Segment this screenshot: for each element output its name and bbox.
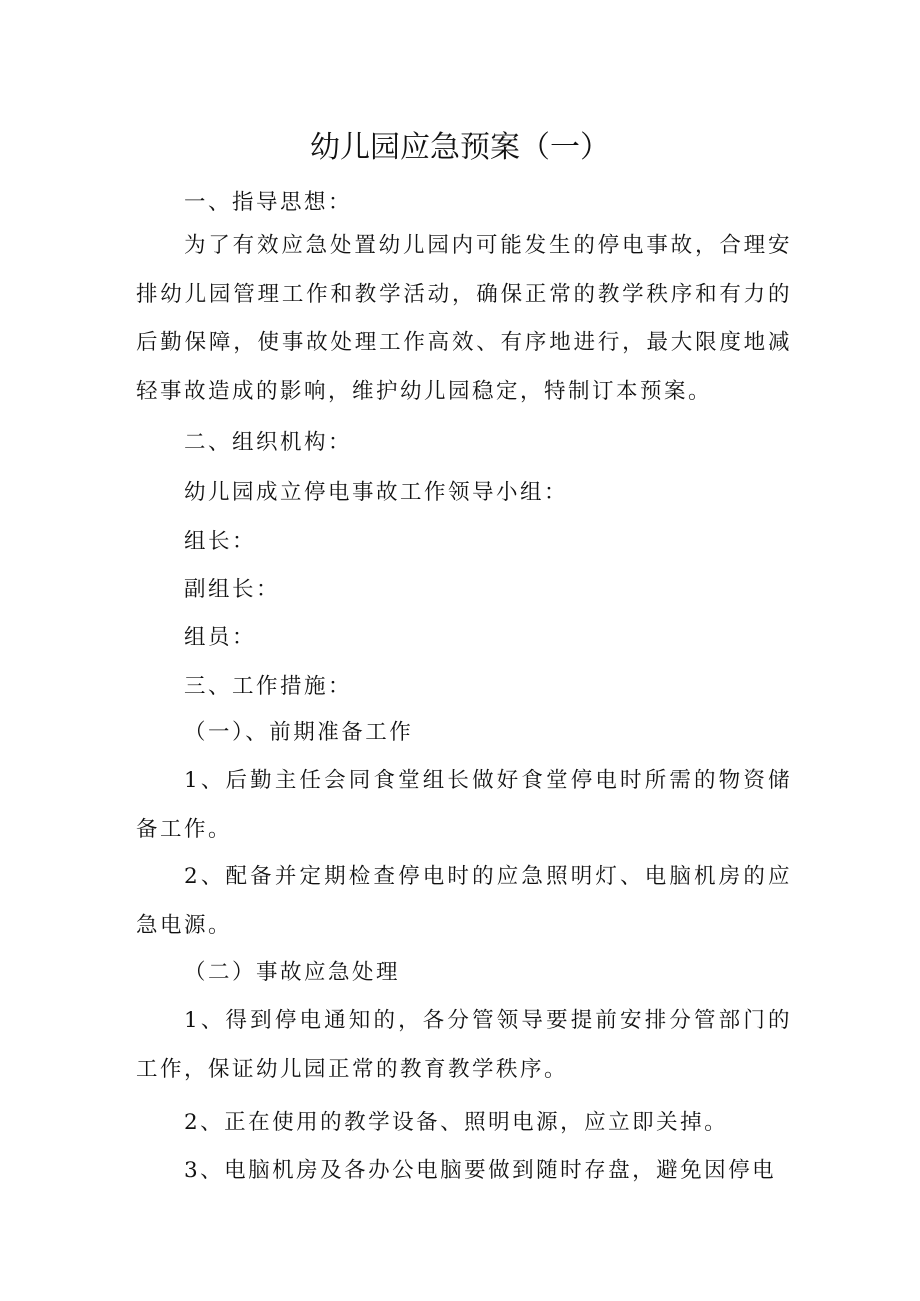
vice-leader-label: 副组长： xyxy=(184,577,281,602)
section1-body: 为了有效应急处置幼儿园内可能发生的停电事故，合理安排幼儿园管理工作和教学活动，确保正常的教学秩序和有力的后勤保障，使事故处理工作高效、有序地进行，最大限度地减轻事故造成的影响，维护幼儿园稳定，特制订本预案。 xyxy=(136,233,792,404)
sub1-item2: 2、配备并定期检查停电时的应急照明灯、电脑机房的应急电源。 xyxy=(136,864,792,938)
section2-heading: 二、组织机构： xyxy=(184,430,353,455)
document-title: 幼儿园应急预案（一） xyxy=(310,130,610,165)
sub2-item1: 1、得到停电通知的，各分管领导要提前安排分管部门的工作，保证幼儿园正常的教育教学秩序。 xyxy=(136,1008,792,1082)
member-label: 组员： xyxy=(184,625,257,650)
section3-heading: 三、工作措施： xyxy=(184,674,353,699)
sub2-item2: 2、正在使用的教学设备、照明电源，应立即关掉。 xyxy=(184,1110,729,1135)
section2-intro: 幼儿园成立停电事故工作领导小组： xyxy=(184,480,569,505)
sub2-heading: （二）事故应急处理 xyxy=(184,960,401,985)
sub2-item3: 3、电脑机房及各办公电脑要做到随时存盘，避免因停电 xyxy=(184,1158,777,1183)
sub1-heading: （一）、前期准备工作 xyxy=(184,720,414,745)
leader-label: 组长： xyxy=(184,529,257,554)
sub1-item1: 1、后勤主任会同食堂组长做好食堂停电时所需的物资储备工作。 xyxy=(136,768,792,842)
section1-heading: 一、指导思想： xyxy=(184,190,353,215)
